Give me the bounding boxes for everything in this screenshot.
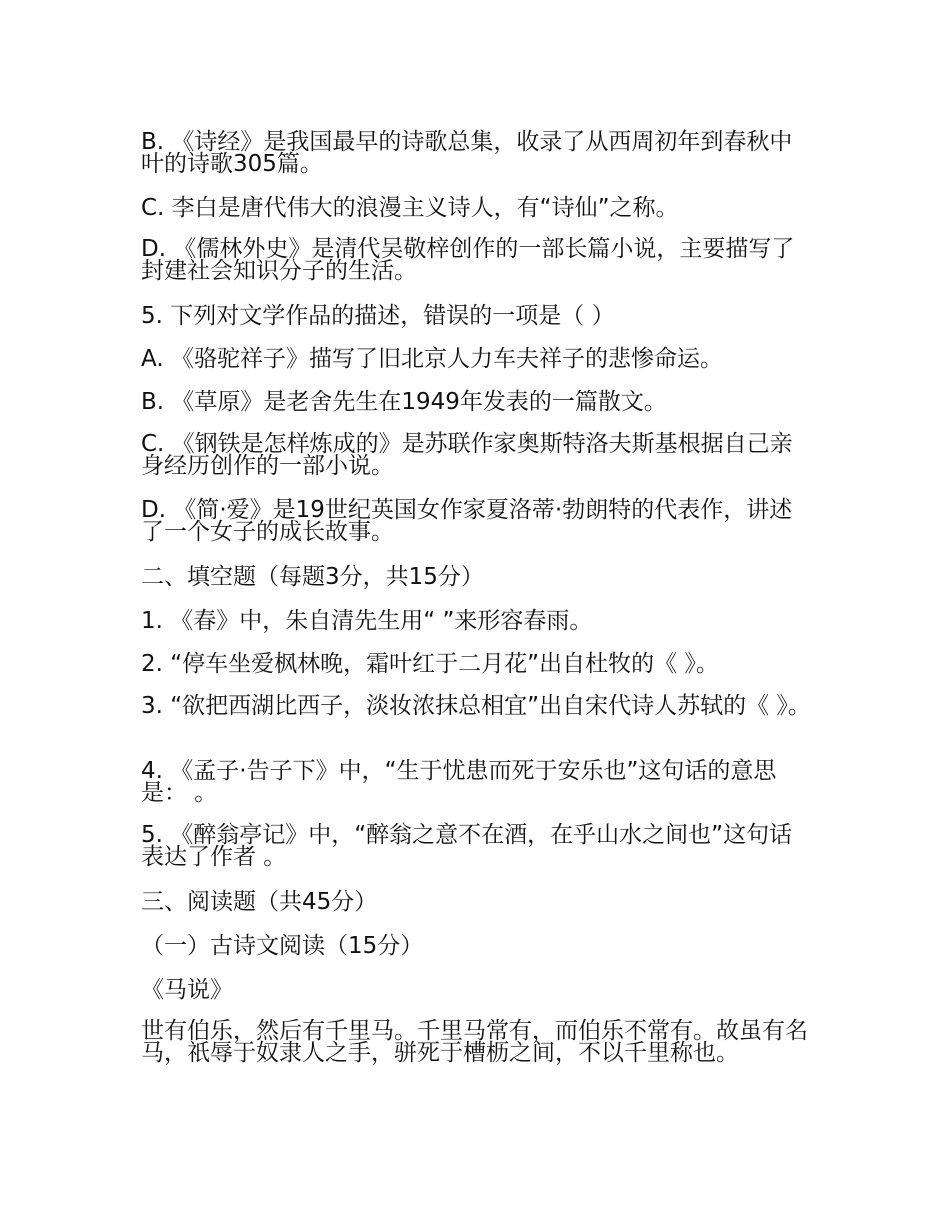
fill-blank-5: 5. 《醉翁亭记》中，“醉翁之意不在酒，在乎山水之间也”这句话表达了作者 。 — [141, 822, 793, 870]
question-4-option-b: B. 《诗经》是我国最早的诗歌总集，收录了从西周初年到春秋中叶的诗歌305篇。 — [141, 129, 793, 177]
section-3-heading: 三、阅读题（共45分） — [141, 889, 378, 915]
question-4-option-d: D. 《儒林外史》是清代吴敬梓创作的一部长篇小说，主要描写了封建社会知识分子的生活。 — [141, 236, 795, 284]
question-5-option-a: A. 《骆驼祥子》描写了旧北京人力车夫祥子的悲惨命运。 — [141, 346, 723, 372]
question-5-option-d: D. 《简·爱》是19世纪英国女作家夏洛蒂·勃朗特的代表作，讲述了一个女子的成长故事。 — [141, 497, 793, 545]
question-5-stem: 5. 下列对文学作品的描述，错误的一项是（ ） — [141, 303, 615, 329]
reading-text-title: 《马说》 — [141, 977, 233, 1003]
question-4-option-c: C. 李白是唐代伟大的浪漫主义诗人，有“诗仙”之称。 — [141, 195, 679, 221]
subsection-1-heading: （一）古诗文阅读（15分） — [141, 933, 424, 959]
section-2-heading: 二、填空题（每题3分，共15分） — [141, 564, 484, 590]
fill-blank-4: 4. 《孟子·告子下》中，“生于忧患而死于安乐也”这句话的意思是： 。 — [141, 758, 777, 806]
reading-text-body: 世有伯乐，然后有千里马。千里马常有，而伯乐不常有。故虽有名马，祇辱于奴隶人之手，骈死于槽枥之间，不以千里称也。 — [141, 1018, 808, 1066]
fill-blank-3: 3. “欲把西湖比西子，淡妆浓抹总相宜”出自宋代诗人苏轼的《 》。 — [141, 693, 811, 719]
question-5-option-b: B. 《草原》是老舍先生在1949年发表的一篇散文。 — [141, 389, 667, 415]
question-5-option-c: C. 《钢铁是怎样炼成的》是苏联作家奥斯特洛夫斯基根据自己亲身经历创作的一部小说。 — [141, 431, 793, 479]
fill-blank-2: 2. “停车坐爱枫林晚，霜叶红于二月花”出自杜牧的《 》。 — [141, 651, 719, 677]
fill-blank-1: 1. 《春》中，朱自清先生用“ ”来形容春雨。 — [141, 608, 593, 634]
